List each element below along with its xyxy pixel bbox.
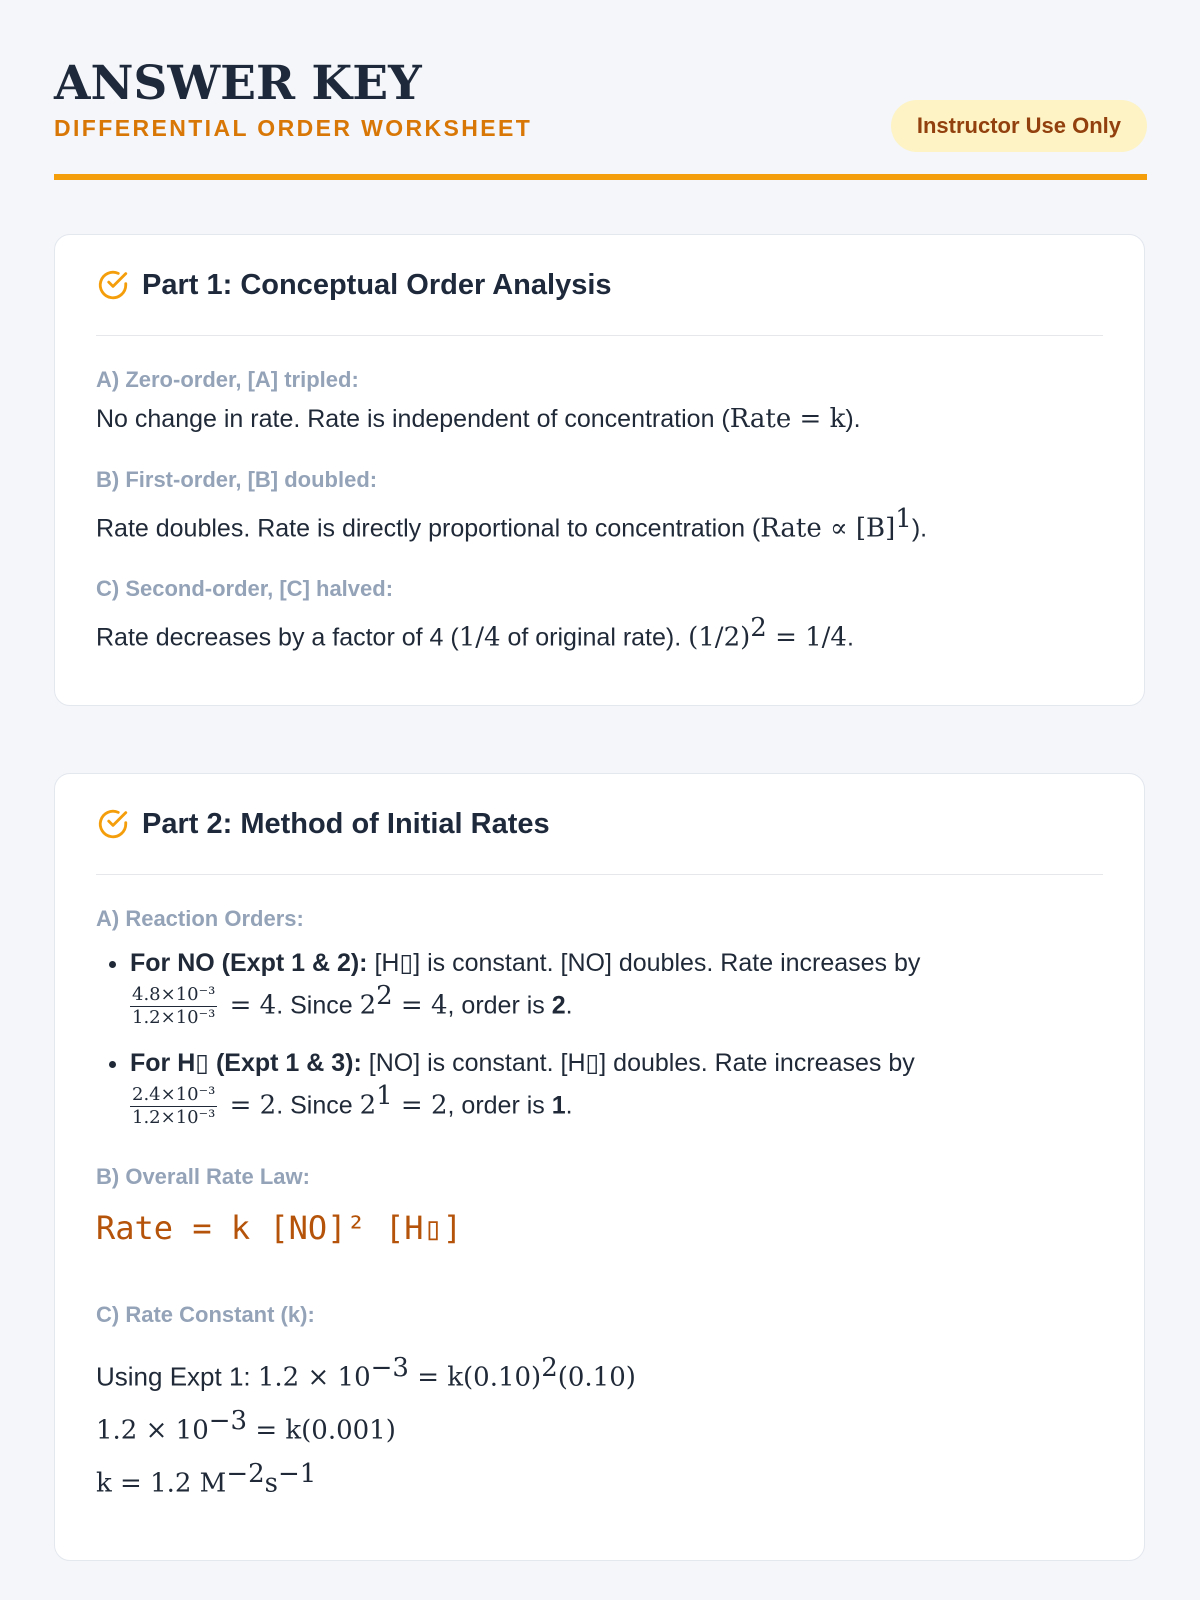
part2-a-label: A) Reaction Orders: bbox=[96, 906, 304, 931]
part2-header bbox=[96, 774, 1103, 875]
part1-card bbox=[54, 234, 1145, 706]
instructor-badge: Instructor Use Only bbox=[891, 100, 1147, 152]
check-circle-icon bbox=[96, 807, 130, 841]
part2-title: Part 2: Method of Initial Rates bbox=[142, 807, 550, 840]
part1-title: Part 1: Conceptual Order Analysis bbox=[142, 268, 612, 301]
rate-law-expression: Rate = k [NO]² [H▯] bbox=[96, 1209, 463, 1248]
part2-card bbox=[54, 773, 1145, 1561]
part1-a-label: A) Zero-order, [A] tripled: bbox=[96, 367, 359, 392]
header bbox=[54, 56, 1147, 142]
rate-ratio-fraction: $\frac{\text{2.4×10⁻³}}{\text{1.2×10⁻³}}$ bbox=[132, 1084, 216, 1129]
part1-b-label: B) First-order, [B] doubled: bbox=[96, 467, 378, 492]
k-line-1: Using Expt 1: $1.2 \times 10^{-3} = k(0.10)^2(0.10)$ bbox=[96, 1353, 636, 1394]
part1-b-answer: Rate doubles. Rate is directly proportional to concentration (Rate ∝ $[B]^1$). bbox=[96, 504, 928, 544]
part2-b-label: B) Overall Rate Law: bbox=[96, 1164, 310, 1190]
part1-c-label: C) Second-order, [C] halved: bbox=[96, 576, 394, 602]
page-title: ANSWER KEY bbox=[54, 56, 422, 111]
page-subtitle: DIFFERENTIAL ORDER WORKSHEET bbox=[54, 115, 533, 141]
reaction-orders-list bbox=[96, 947, 1103, 1129]
list-item: • For H▯ (Expt 1 & 3): [NO] is constant. [H▯] doubles. Rate increases by $\frac{\text{2.4×10⁻³}}{\text{1.2×10⁻³}}$ = 2. Since $2^1 = 2$, order is 1. bbox=[130, 1047, 1103, 1129]
part1-a-answer: No change in rate. Rate is independent of concentration (Rate = k). bbox=[96, 404, 861, 434]
k-line-3: k = 1.2 $M^{-2}s^{-1}$ bbox=[96, 1458, 317, 1499]
part2-c-label: C) Rate Constant (k): bbox=[96, 1302, 315, 1328]
header-divider bbox=[54, 174, 1147, 180]
list-item: • For NO (Expt 1 & 2): [H▯] is constant. [NO] doubles. Rate increases by $\frac{\text{4.8×10⁻³}}{\text{1.2×10⁻³}}$ = 4. Since $2^2 = 4$, order is 2. bbox=[130, 947, 1103, 1029]
rate-ratio-fraction: $\frac{\text{4.8×10⁻³}}{\text{1.2×10⁻³}}$ bbox=[132, 984, 216, 1029]
k-line-2: $1.2 \times 10^{-3} = k(0.001)$ bbox=[96, 1406, 396, 1446]
check-circle-icon bbox=[96, 268, 130, 302]
part1-c-answer: Rate decreases by a factor of 4 (1/4 of original rate). $(1/2)^2 = 1/4$. bbox=[96, 613, 854, 653]
part1-header bbox=[96, 235, 1103, 336]
rate-constant-work bbox=[96, 1347, 1103, 1505]
